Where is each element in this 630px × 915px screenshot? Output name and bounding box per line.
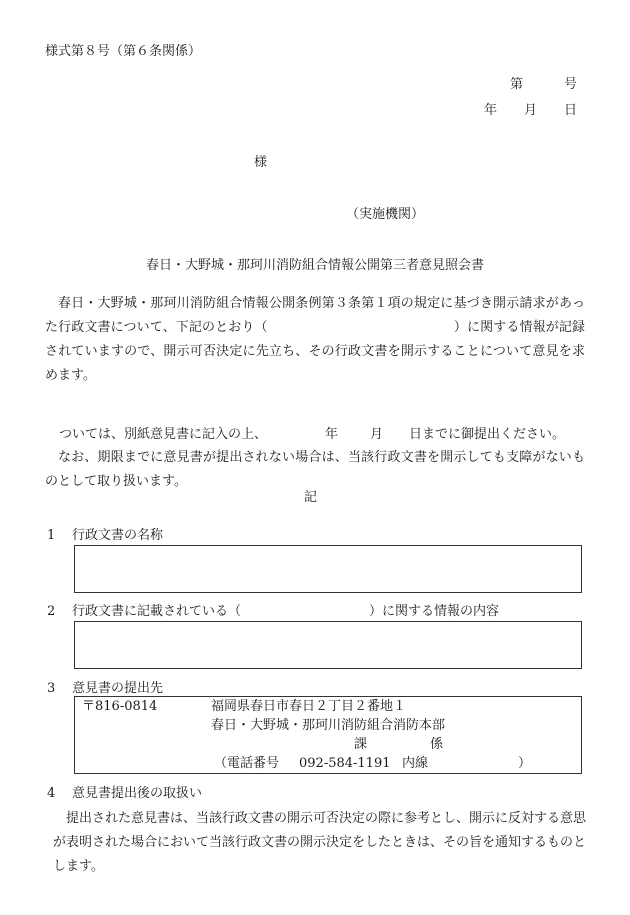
date-year: 年	[484, 103, 498, 118]
section-3-number: 3	[47, 681, 56, 696]
intro-p1-part-b: ）に関する情報が記録されていますので、開示可否決定に先立ち、その行政文書を開示することについて意見を求めます。	[45, 320, 585, 383]
section-2-title	[72, 604, 499, 620]
section-4-title: 意見書提出後の取扱い	[72, 786, 203, 801]
submission-address: 福岡県春日市春日２丁目２番地１	[211, 699, 407, 714]
section-2-title-b: ）に関する情報の内容	[369, 604, 500, 619]
submission-close-paren: ）	[518, 756, 532, 771]
information-content-box[interactable]	[74, 621, 582, 669]
intro-p2-part-b: 日までに御提出ください。	[409, 427, 566, 442]
submission-extension-label: 内線	[402, 756, 429, 771]
section-2-title-a: 行政文書に記載されている（	[72, 604, 242, 619]
document-title: 春日・大野城・那珂川消防組合情報公開第三者意見照会書	[146, 258, 485, 273]
doc-number-go: 号	[564, 77, 578, 92]
submission-postal-code: 〒816-0814	[82, 699, 158, 714]
section-3-title: 意見書の提出先	[72, 681, 164, 696]
section-1-number: 1	[47, 528, 56, 543]
intro-p2-part-a: ついては、別紙意見書に記入の上、	[59, 427, 268, 442]
intro-paragraph-1	[45, 292, 585, 388]
form-number: 様式第８号（第６条関係）	[45, 44, 202, 59]
addressee-honorific: 様	[254, 155, 268, 170]
date-day: 日	[564, 103, 578, 118]
date-month: 月	[524, 103, 538, 118]
submission-section-ka: 課	[354, 737, 368, 752]
submission-phone-number: 092-584-1191	[299, 756, 391, 771]
section-4-body: 提出された意見書は、当該行政文書の開示可否決定の際に参考とし、開示に反対する意思が表明された場合において当該行政文書の開示決定をしたときは、その旨を通知するものとします。	[53, 811, 587, 874]
submission-organization: 春日・大野城・那珂川消防組合消防本部	[211, 718, 446, 733]
submission-section-kakari: 係	[430, 737, 444, 752]
document-name-box[interactable]	[74, 545, 582, 593]
sender-label: （実施機関）	[346, 207, 425, 222]
doc-number-dai: 第	[510, 77, 524, 92]
intro-p1-part-a: 春日・大野城・那珂川消防組合情報公開条例第３条第１項の規定に基づき開示請求があった行政文書について、下記のとおり（	[45, 296, 585, 335]
intro-paragraph-2	[59, 427, 565, 443]
intro-paragraph-3: なお、期限までに意見書が提出されない場合は、当該行政文書を開示しても支障がないものとして取り扱います。	[45, 450, 585, 489]
section-1-title: 行政文書の名称	[72, 528, 164, 543]
section-4-number: 4	[47, 786, 56, 801]
section-2-number: 2	[47, 604, 56, 619]
intro-p2-month: 月	[370, 427, 384, 442]
submission-phone-label: （電話番号	[214, 756, 280, 771]
ki-heading: 記	[304, 490, 318, 505]
intro-p2-year: 年	[325, 427, 339, 442]
